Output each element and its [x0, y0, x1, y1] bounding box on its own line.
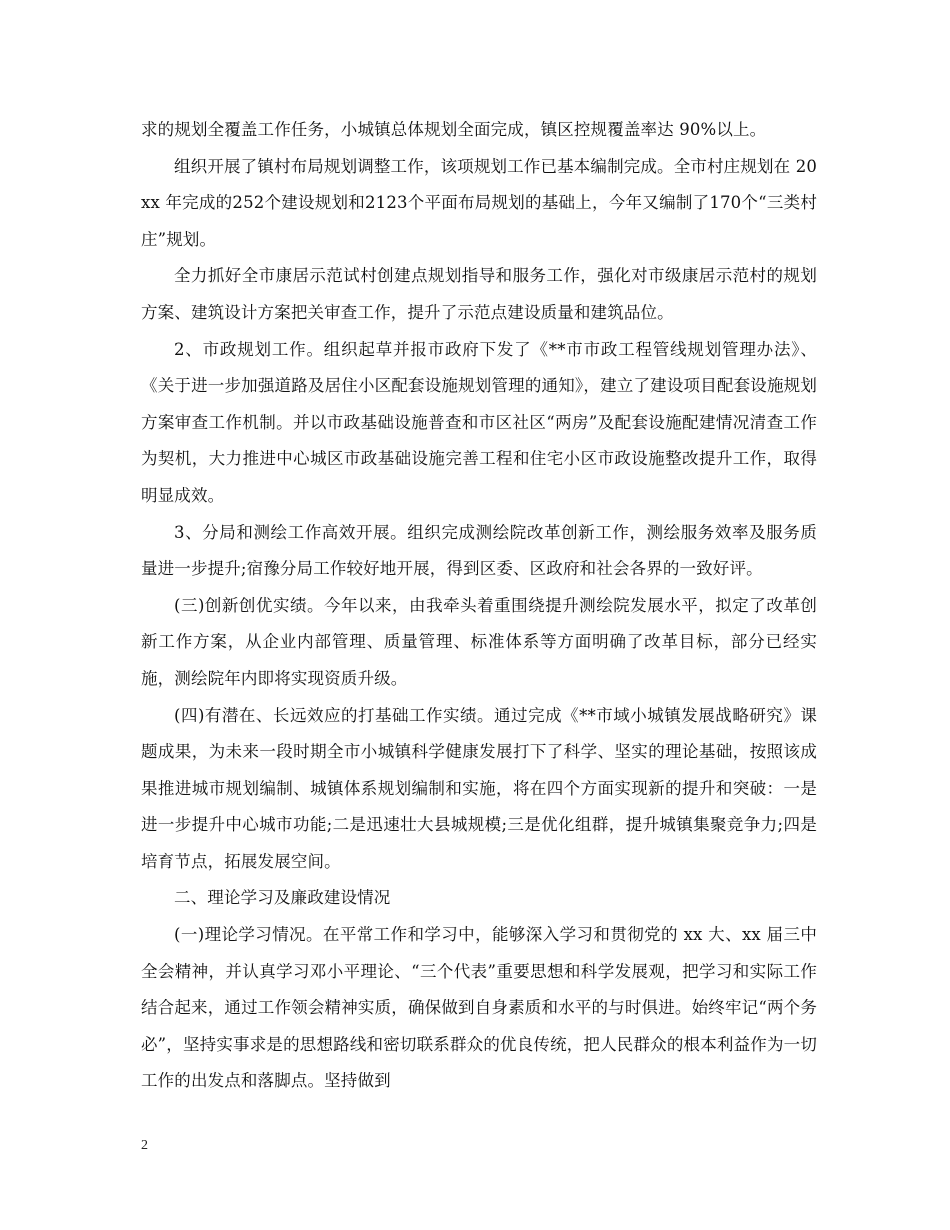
page-number: 2: [141, 1138, 148, 1153]
paragraph-9: (一)理论学习情况。在平常工作和学习中，能够深入学习和贯彻党的 xx 大、xx 届三中全会精神，并认真学习邓小平理论、“三个代表”重要思想和科学发展观，把学习和实际工作结合起来，通过工作领会精神实质，确保做到自身素质和水平的与时俱进。始终牢记“两个务必”，坚持实事求是的思想路线和密切联系群众的优良传统，把人民群众的根本利益作为一切工作的出发点和落脚点。坚持做到: [141, 925, 817, 1091]
section-heading: 二、理论学习及廉政建设情况: [174, 888, 391, 908]
paragraph-3: 全力抓好全市康居示范试村创建点规划指导和服务工作，强化对市级康居示范村的规划方案、建筑设计方案把关审查工作，提升了示范点建设质量和建筑品位。: [141, 266, 817, 322]
paragraph-4: 2、市政规划工作。组织起草并报市政府下发了《**市市政工程管线规划管理办法》、《关于进一步加强道路及居住小区配套设施规划管理的通知》，建立了建设项目配套设施规划方案审查工作机制。并以市政基础设施普查和市区社区“两房”及配套设施配建情况清查工作为契机，大力推进中心城区市政基础设施完善工程和住宅小区市政设施整改提升工作，取得明显成效。: [141, 339, 817, 505]
paragraph-5: 3、分局和测绘工作高效开展。组织完成测绘院改革创新工作，测绘服务效率及服务质量进一步提升;宿豫分局工作较好地开展，得到区委、区政府和社会各界的一致好评。: [141, 522, 817, 579]
paragraph-6: (三)创新创优实绩。今年以来，由我牵头着重围绕提升测绘院发展水平，拟定了改革创新工作方案，从企业内部管理、质量管理、标准体系等方面明确了改革目标，部分已经实施，测绘院年内即将实现资质升级。: [141, 595, 817, 688]
paragraph-2: 组织开展了镇村布局规划调整工作，该项规划工作已基本编制完成。全市村庄规划在 20xx 年完成的252个建设规划和2123个平面布局规划的基础上，今年又编制了170个“三类村庄”规划。: [141, 156, 817, 249]
paragraph-1: 求的规划全覆盖工作任务，小城镇总体规划全面完成，镇区控规覆盖率达 90%以上。: [141, 120, 767, 139]
document-body: [141, 112, 817, 1100]
paragraph-7: (四)有潜在、长远效应的打基础工作实绩。通过完成《**市域小城镇发展战略研究》课题成果，为未来一段时期全市小城镇科学健康发展打下了科学、坚实的理论基础，按照该成果推进城市规划编制、城镇体系规划编制和实施，将在四个方面实现新的提升和突破：一是进一步提升中心城市功能;二是迅速壮大县城规模;三是优化组群，提升城镇集聚竞争力;四是培育节点，拓展发展空间。: [141, 705, 817, 871]
